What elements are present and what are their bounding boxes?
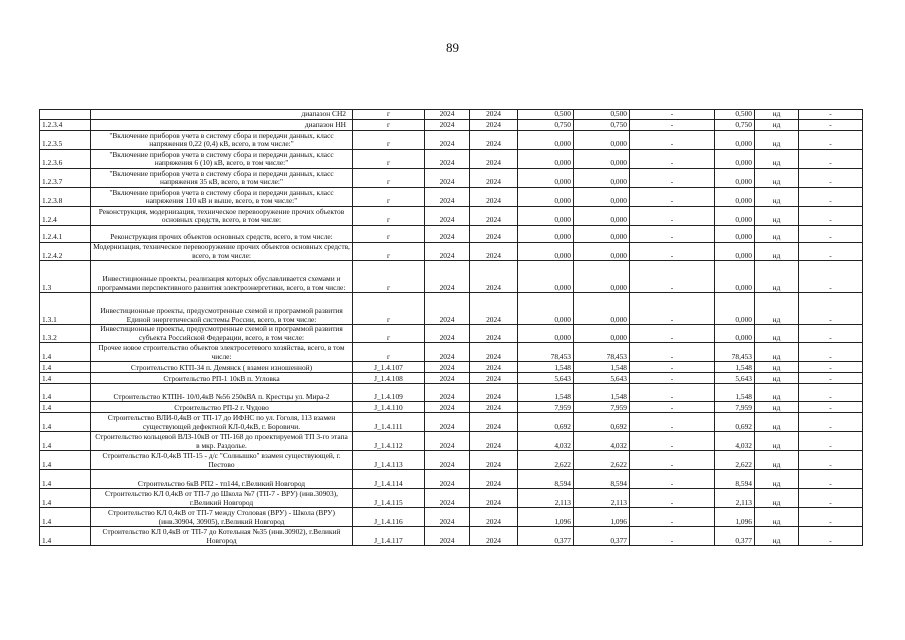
row-flag-nd: нд <box>755 413 799 432</box>
row-value-2: 0,000 <box>574 207 630 226</box>
row-value-1: 0,000 <box>518 207 574 226</box>
table-row <box>40 293 863 325</box>
row-value-4: 0,000 <box>715 131 755 150</box>
row-value-2: 0,750 <box>574 120 630 131</box>
row-value-4: 1,548 <box>715 384 755 402</box>
row-flag-dash: - <box>799 150 863 169</box>
row-value-2: 0,500 <box>574 110 630 120</box>
row-flag-dash: - <box>799 207 863 226</box>
row-year-end: 2024 <box>470 150 518 169</box>
row-year-end: 2024 <box>470 373 518 384</box>
row-value-1: 0,000 <box>518 131 574 150</box>
row-code: 1.2.3.4 <box>40 120 91 131</box>
row-name: Модернизация, техническое перевооружение прочих объектов основных средств, всего, в том числе: <box>91 243 353 261</box>
table-row <box>40 150 863 169</box>
row-code: 1.2.3.6 <box>40 150 91 169</box>
row-name: Реконструкция прочих объектов основных средств, всего, в том числе: <box>91 226 353 243</box>
row-year-end: 2024 <box>470 470 518 489</box>
row-value-2: 0,000 <box>574 169 630 188</box>
row-year-start: 2024 <box>425 508 470 527</box>
table-row <box>40 169 863 188</box>
table-row <box>40 508 863 527</box>
row-name: диапазон НН <box>91 120 353 131</box>
row-id: J_1.4.107 <box>353 362 425 373</box>
row-name: Строительство КЛ 0,4кВ от ТП-7 между Столовая (ВРУ) - Школа (ВРУ) (инв.30904, 30905), г.Великий Новгород <box>91 508 353 527</box>
row-value-4: 0,500 <box>715 110 755 120</box>
row-flag-nd: нд <box>755 188 799 207</box>
row-value-2: 8,594 <box>574 470 630 489</box>
row-flag-nd: нд <box>755 131 799 150</box>
row-flag-dash: - <box>799 120 863 131</box>
row-code: 1.3.2 <box>40 325 91 343</box>
row-year-end: 2024 <box>470 489 518 508</box>
row-flag-nd: нд <box>755 293 799 325</box>
row-value-3: - <box>630 325 715 343</box>
row-value-3: - <box>630 451 715 470</box>
row-value-3: - <box>630 261 715 293</box>
row-name: Строительство кольцевой ВЛЗ-10кВ от ТП-168 до проектируемой ТП 3-го этапа в мкр. Раздолье. <box>91 432 353 451</box>
row-name: Строительство КЛ 0,4кВ от ТП-7 до Котельная №35 (инв.30902), г.Великий Новгород <box>91 527 353 546</box>
row-year-end: 2024 <box>470 432 518 451</box>
row-value-4: 0,000 <box>715 325 755 343</box>
row-flag-dash: - <box>799 384 863 402</box>
row-id: J_1.4.113 <box>353 451 425 470</box>
row-flag-dash: - <box>799 451 863 470</box>
row-value-2: 78,453 <box>574 343 630 362</box>
row-value-1: 4,032 <box>518 432 574 451</box>
row-value-3: - <box>630 362 715 373</box>
row-year-start: 2024 <box>425 293 470 325</box>
row-value-4: 7,959 <box>715 402 755 413</box>
table-row <box>40 362 863 373</box>
row-code: 1.2.3.8 <box>40 188 91 207</box>
row-id: г <box>353 226 425 243</box>
row-name: "Включение приборов учета в систему сбора и передачи данных, класс напряжения 110 кВ и выше, всего, в том числе:" <box>91 188 353 207</box>
row-name: "Включение приборов учета в систему сбора и передачи данных, класс напряжения 6 (10) кВ, всего, в том числе:" <box>91 150 353 169</box>
row-id: г <box>353 261 425 293</box>
row-id: J_1.4.110 <box>353 402 425 413</box>
row-flag-dash: - <box>799 432 863 451</box>
row-name: Строительство РП-2 г. Чудово <box>91 402 353 413</box>
row-value-3: - <box>630 402 715 413</box>
row-flag-nd: нд <box>755 527 799 546</box>
row-flag-nd: нд <box>755 120 799 131</box>
row-code: 1.2.4.1 <box>40 226 91 243</box>
row-id: г <box>353 207 425 226</box>
row-flag-nd: нд <box>755 207 799 226</box>
row-flag-nd: нд <box>755 508 799 527</box>
row-value-4: 0,000 <box>715 293 755 325</box>
row-value-3: - <box>630 226 715 243</box>
row-flag-dash: - <box>799 110 863 120</box>
row-flag-nd: нд <box>755 373 799 384</box>
table-row <box>40 402 863 413</box>
row-code: 1.2.4.2 <box>40 243 91 261</box>
row-name: Строительство КЛ-0,4кВ ТП-15 - д/с "Солнышко" взамен существующей, г. Пестово <box>91 451 353 470</box>
row-value-4: 78,453 <box>715 343 755 362</box>
row-flag-dash: - <box>799 325 863 343</box>
row-id: г <box>353 150 425 169</box>
row-value-2: 5,643 <box>574 373 630 384</box>
row-flag-dash: - <box>799 188 863 207</box>
row-value-1: 0,692 <box>518 413 574 432</box>
row-flag-dash: - <box>799 527 863 546</box>
row-year-end: 2024 <box>470 527 518 546</box>
row-value-4: 0,750 <box>715 120 755 131</box>
row-value-2: 1,548 <box>574 384 630 402</box>
row-year-start: 2024 <box>425 226 470 243</box>
row-value-4: 0,000 <box>715 207 755 226</box>
row-value-2: 0,000 <box>574 226 630 243</box>
table-row <box>40 384 863 402</box>
row-name: "Включение приборов учета в систему сбора и передачи данных, класс напряжения 0,22 (0,4) кВ, всего, в том числе:" <box>91 131 353 150</box>
row-value-3: - <box>630 188 715 207</box>
table-row <box>40 110 863 120</box>
row-value-1: 0,750 <box>518 120 574 131</box>
row-value-1: 0,000 <box>518 150 574 169</box>
row-year-end: 2024 <box>470 384 518 402</box>
row-year-end: 2024 <box>470 169 518 188</box>
row-year-end: 2024 <box>470 413 518 432</box>
row-code: 1.4 <box>40 384 91 402</box>
table-row <box>40 261 863 293</box>
row-code <box>40 110 91 120</box>
row-year-start: 2024 <box>425 362 470 373</box>
row-flag-dash: - <box>799 362 863 373</box>
row-value-2: 2,622 <box>574 451 630 470</box>
row-code: 1.4 <box>40 373 91 384</box>
row-value-3: - <box>630 527 715 546</box>
row-value-2: 0,692 <box>574 413 630 432</box>
row-flag-dash: - <box>799 293 863 325</box>
row-flag-dash: - <box>799 373 863 384</box>
row-year-start: 2024 <box>425 451 470 470</box>
row-name: Реконструкция, модернизация, техническое перевооружение прочих объектов основных средств, всего, в том числе: <box>91 207 353 226</box>
row-code: 1.4 <box>40 343 91 362</box>
row-value-4: 0,692 <box>715 413 755 432</box>
row-name: "Включение приборов учета в систему сбора и передачи данных, класс напряжения 35 кВ, всего, в том числе:" <box>91 169 353 188</box>
row-year-start: 2024 <box>425 413 470 432</box>
row-value-4: 0,377 <box>715 527 755 546</box>
row-flag-nd: нд <box>755 261 799 293</box>
row-code: 1.4 <box>40 402 91 413</box>
row-year-start: 2024 <box>425 470 470 489</box>
row-id: г <box>353 131 425 150</box>
table-row <box>40 432 863 451</box>
row-value-3: - <box>630 169 715 188</box>
row-value-2: 0,000 <box>574 150 630 169</box>
table-row <box>40 131 863 150</box>
row-value-2: 0,000 <box>574 293 630 325</box>
row-value-1: 8,594 <box>518 470 574 489</box>
row-flag-dash: - <box>799 343 863 362</box>
row-value-1: 2,113 <box>518 489 574 508</box>
row-value-3: - <box>630 489 715 508</box>
row-flag-dash: - <box>799 243 863 261</box>
row-year-start: 2024 <box>425 150 470 169</box>
row-year-end: 2024 <box>470 110 518 120</box>
row-value-1: 2,622 <box>518 451 574 470</box>
table-row <box>40 527 863 546</box>
row-flag-nd: нд <box>755 384 799 402</box>
row-value-2: 0,000 <box>574 243 630 261</box>
row-value-3: - <box>630 508 715 527</box>
row-value-1: 0,000 <box>518 243 574 261</box>
row-year-end: 2024 <box>470 188 518 207</box>
row-year-end: 2024 <box>470 508 518 527</box>
row-value-1: 1,548 <box>518 362 574 373</box>
row-flag-nd: нд <box>755 343 799 362</box>
row-code: 1.4 <box>40 413 91 432</box>
row-value-3: - <box>630 131 715 150</box>
row-code: 1.3.1 <box>40 293 91 325</box>
row-value-2: 0,377 <box>574 527 630 546</box>
row-flag-nd: нд <box>755 150 799 169</box>
row-year-start: 2024 <box>425 343 470 362</box>
row-id: г <box>353 110 425 120</box>
row-name: Строительство КТП-34 п. Демянск ( взамен изношенной) <box>91 362 353 373</box>
row-id: J_1.4.108 <box>353 373 425 384</box>
row-id: г <box>353 243 425 261</box>
row-value-3: - <box>630 373 715 384</box>
row-flag-nd: нд <box>755 169 799 188</box>
table-row <box>40 489 863 508</box>
row-flag-dash: - <box>799 402 863 413</box>
row-id: J_1.4.109 <box>353 384 425 402</box>
row-code: 1.2.3.5 <box>40 131 91 150</box>
row-value-4: 4,032 <box>715 432 755 451</box>
table-row <box>40 451 863 470</box>
table-row <box>40 373 863 384</box>
row-flag-dash: - <box>799 413 863 432</box>
row-year-start: 2024 <box>425 489 470 508</box>
row-flag-nd: нд <box>755 110 799 120</box>
row-year-end: 2024 <box>470 261 518 293</box>
row-id: г <box>353 343 425 362</box>
row-code: 1.3 <box>40 261 91 293</box>
row-code: 1.2.3.7 <box>40 169 91 188</box>
row-flag-nd: нд <box>755 402 799 413</box>
row-year-start: 2024 <box>425 188 470 207</box>
row-year-end: 2024 <box>470 343 518 362</box>
row-code: 1.4 <box>40 362 91 373</box>
row-year-start: 2024 <box>425 432 470 451</box>
row-year-end: 2024 <box>470 207 518 226</box>
row-value-2: 0,000 <box>574 261 630 293</box>
row-year-start: 2024 <box>425 169 470 188</box>
table-row <box>40 188 863 207</box>
row-value-4: 0,000 <box>715 150 755 169</box>
table-row <box>40 343 863 362</box>
row-value-2: 1,096 <box>574 508 630 527</box>
row-id: J_1.4.111 <box>353 413 425 432</box>
row-code: 1.2.4 <box>40 207 91 226</box>
row-year-start: 2024 <box>425 207 470 226</box>
row-value-1: 7,959 <box>518 402 574 413</box>
row-flag-nd: нд <box>755 489 799 508</box>
row-year-start: 2024 <box>425 131 470 150</box>
row-value-4: 2,113 <box>715 489 755 508</box>
row-year-end: 2024 <box>470 131 518 150</box>
row-value-4: 0,000 <box>715 188 755 207</box>
row-value-3: - <box>630 384 715 402</box>
row-value-1: 0,000 <box>518 325 574 343</box>
row-value-3: - <box>630 243 715 261</box>
row-name: Инвестиционные проекты, предусмотренные схемой и программой развития Единой энергетической системы России, всего, в том числе: <box>91 293 353 325</box>
row-value-4: 5,643 <box>715 373 755 384</box>
row-name: Строительство КЛ 0,4кВ от ТП-7 до Школа №7 (ТП-7 - ВРУ) (инв.30903), г.Великий Новгород <box>91 489 353 508</box>
row-flag-nd: нд <box>755 325 799 343</box>
row-value-2: 0,000 <box>574 325 630 343</box>
row-value-3: - <box>630 120 715 131</box>
row-name: Прочее новое строительство объектов электросетевого хозяйства, всего, в том числе: <box>91 343 353 362</box>
row-id: J_1.4.112 <box>353 432 425 451</box>
row-flag-dash: - <box>799 226 863 243</box>
row-value-1: 0,000 <box>518 226 574 243</box>
row-year-end: 2024 <box>470 402 518 413</box>
row-value-2: 1,548 <box>574 362 630 373</box>
table-row <box>40 120 863 131</box>
row-value-1: 0,000 <box>518 169 574 188</box>
row-value-3: - <box>630 413 715 432</box>
row-flag-dash: - <box>799 489 863 508</box>
row-value-3: - <box>630 470 715 489</box>
row-id: г <box>353 120 425 131</box>
row-value-1: 0,000 <box>518 261 574 293</box>
row-value-1: 0,377 <box>518 527 574 546</box>
row-flag-nd: нд <box>755 362 799 373</box>
row-value-4: 2,622 <box>715 451 755 470</box>
row-name: Строительство РП-1 10кВ п. Угловка <box>91 373 353 384</box>
row-id: г <box>353 293 425 325</box>
row-id: г <box>353 325 425 343</box>
row-flag-dash: - <box>799 131 863 150</box>
row-flag-nd: нд <box>755 470 799 489</box>
row-value-2: 2,113 <box>574 489 630 508</box>
row-flag-nd: нд <box>755 243 799 261</box>
row-value-2: 0,000 <box>574 188 630 207</box>
row-value-1: 1,548 <box>518 384 574 402</box>
row-id: г <box>353 188 425 207</box>
row-code: 1.4 <box>40 527 91 546</box>
row-year-end: 2024 <box>470 243 518 261</box>
row-value-3: - <box>630 432 715 451</box>
table-row <box>40 207 863 226</box>
row-name: Строительство ВЛИ-0,4кВ от ТП-17 до ИФНС по ул. Гоголя, 113 взамен существующей дефектной КЛ-0,4кВ, г. Боровичи. <box>91 413 353 432</box>
row-name: Строительство 6кВ РП2 - тп144, г.Великий Новгород <box>91 470 353 489</box>
row-value-3: - <box>630 343 715 362</box>
row-value-1: 0,500 <box>518 110 574 120</box>
row-value-1: 5,643 <box>518 373 574 384</box>
row-year-end: 2024 <box>470 325 518 343</box>
row-year-start: 2024 <box>425 120 470 131</box>
row-value-3: - <box>630 207 715 226</box>
row-code: 1.4 <box>40 508 91 527</box>
row-value-4: 8,594 <box>715 470 755 489</box>
row-flag-dash: - <box>799 169 863 188</box>
row-year-end: 2024 <box>470 120 518 131</box>
row-flag-nd: нд <box>755 432 799 451</box>
table-row <box>40 470 863 489</box>
row-year-end: 2024 <box>470 293 518 325</box>
row-name: Инвестиционные проекты, реализация которых обуславливается схемами и программами перспективного развития электроэнергетики, всего, в том числе: <box>91 261 353 293</box>
row-value-3: - <box>630 150 715 169</box>
row-value-3: - <box>630 110 715 120</box>
row-flag-dash: - <box>799 508 863 527</box>
row-value-1: 0,000 <box>518 188 574 207</box>
row-value-4: 0,000 <box>715 226 755 243</box>
row-id: J_1.4.116 <box>353 508 425 527</box>
row-code: 1.4 <box>40 489 91 508</box>
row-year-start: 2024 <box>425 110 470 120</box>
row-year-start: 2024 <box>425 373 470 384</box>
table-body <box>40 110 863 546</box>
table-row <box>40 325 863 343</box>
row-flag-nd: нд <box>755 226 799 243</box>
row-year-end: 2024 <box>470 362 518 373</box>
row-value-1: 0,000 <box>518 293 574 325</box>
row-year-start: 2024 <box>425 384 470 402</box>
row-name: диапазон СН2 <box>91 110 353 120</box>
row-value-2: 0,000 <box>574 131 630 150</box>
row-year-end: 2024 <box>470 226 518 243</box>
row-id: г <box>353 169 425 188</box>
row-id: J_1.4.115 <box>353 489 425 508</box>
table-row <box>40 413 863 432</box>
row-code: 1.4 <box>40 451 91 470</box>
row-value-2: 7,959 <box>574 402 630 413</box>
investment-program-table <box>39 109 863 546</box>
row-value-3: - <box>630 293 715 325</box>
row-flag-dash: - <box>799 470 863 489</box>
row-year-start: 2024 <box>425 261 470 293</box>
row-flag-dash: - <box>799 261 863 293</box>
row-id: J_1.4.117 <box>353 527 425 546</box>
row-id: J_1.4.114 <box>353 470 425 489</box>
row-value-4: 1,096 <box>715 508 755 527</box>
row-year-start: 2024 <box>425 402 470 413</box>
row-year-start: 2024 <box>425 243 470 261</box>
table-row <box>40 226 863 243</box>
row-value-4: 0,000 <box>715 169 755 188</box>
row-value-4: 1,548 <box>715 362 755 373</box>
row-code: 1.4 <box>40 432 91 451</box>
row-name: Строительство КТПН- 10/0,4кВ №56 250кВА п. Крестцы ул. Мира-2 <box>91 384 353 402</box>
row-value-4: 0,000 <box>715 243 755 261</box>
table-row <box>40 243 863 261</box>
page-number: 89 <box>446 40 459 55</box>
row-year-start: 2024 <box>425 527 470 546</box>
row-code: 1.4 <box>40 470 91 489</box>
row-value-2: 4,032 <box>574 432 630 451</box>
row-value-1: 78,453 <box>518 343 574 362</box>
row-name: Инвестиционные проекты, предусмотренные схемой и программой развития субъекта Российской Федерации, всего, в том числе: <box>91 325 353 343</box>
row-year-end: 2024 <box>470 451 518 470</box>
row-year-start: 2024 <box>425 325 470 343</box>
row-value-4: 0,000 <box>715 261 755 293</box>
row-flag-nd: нд <box>755 451 799 470</box>
row-value-1: 1,096 <box>518 508 574 527</box>
